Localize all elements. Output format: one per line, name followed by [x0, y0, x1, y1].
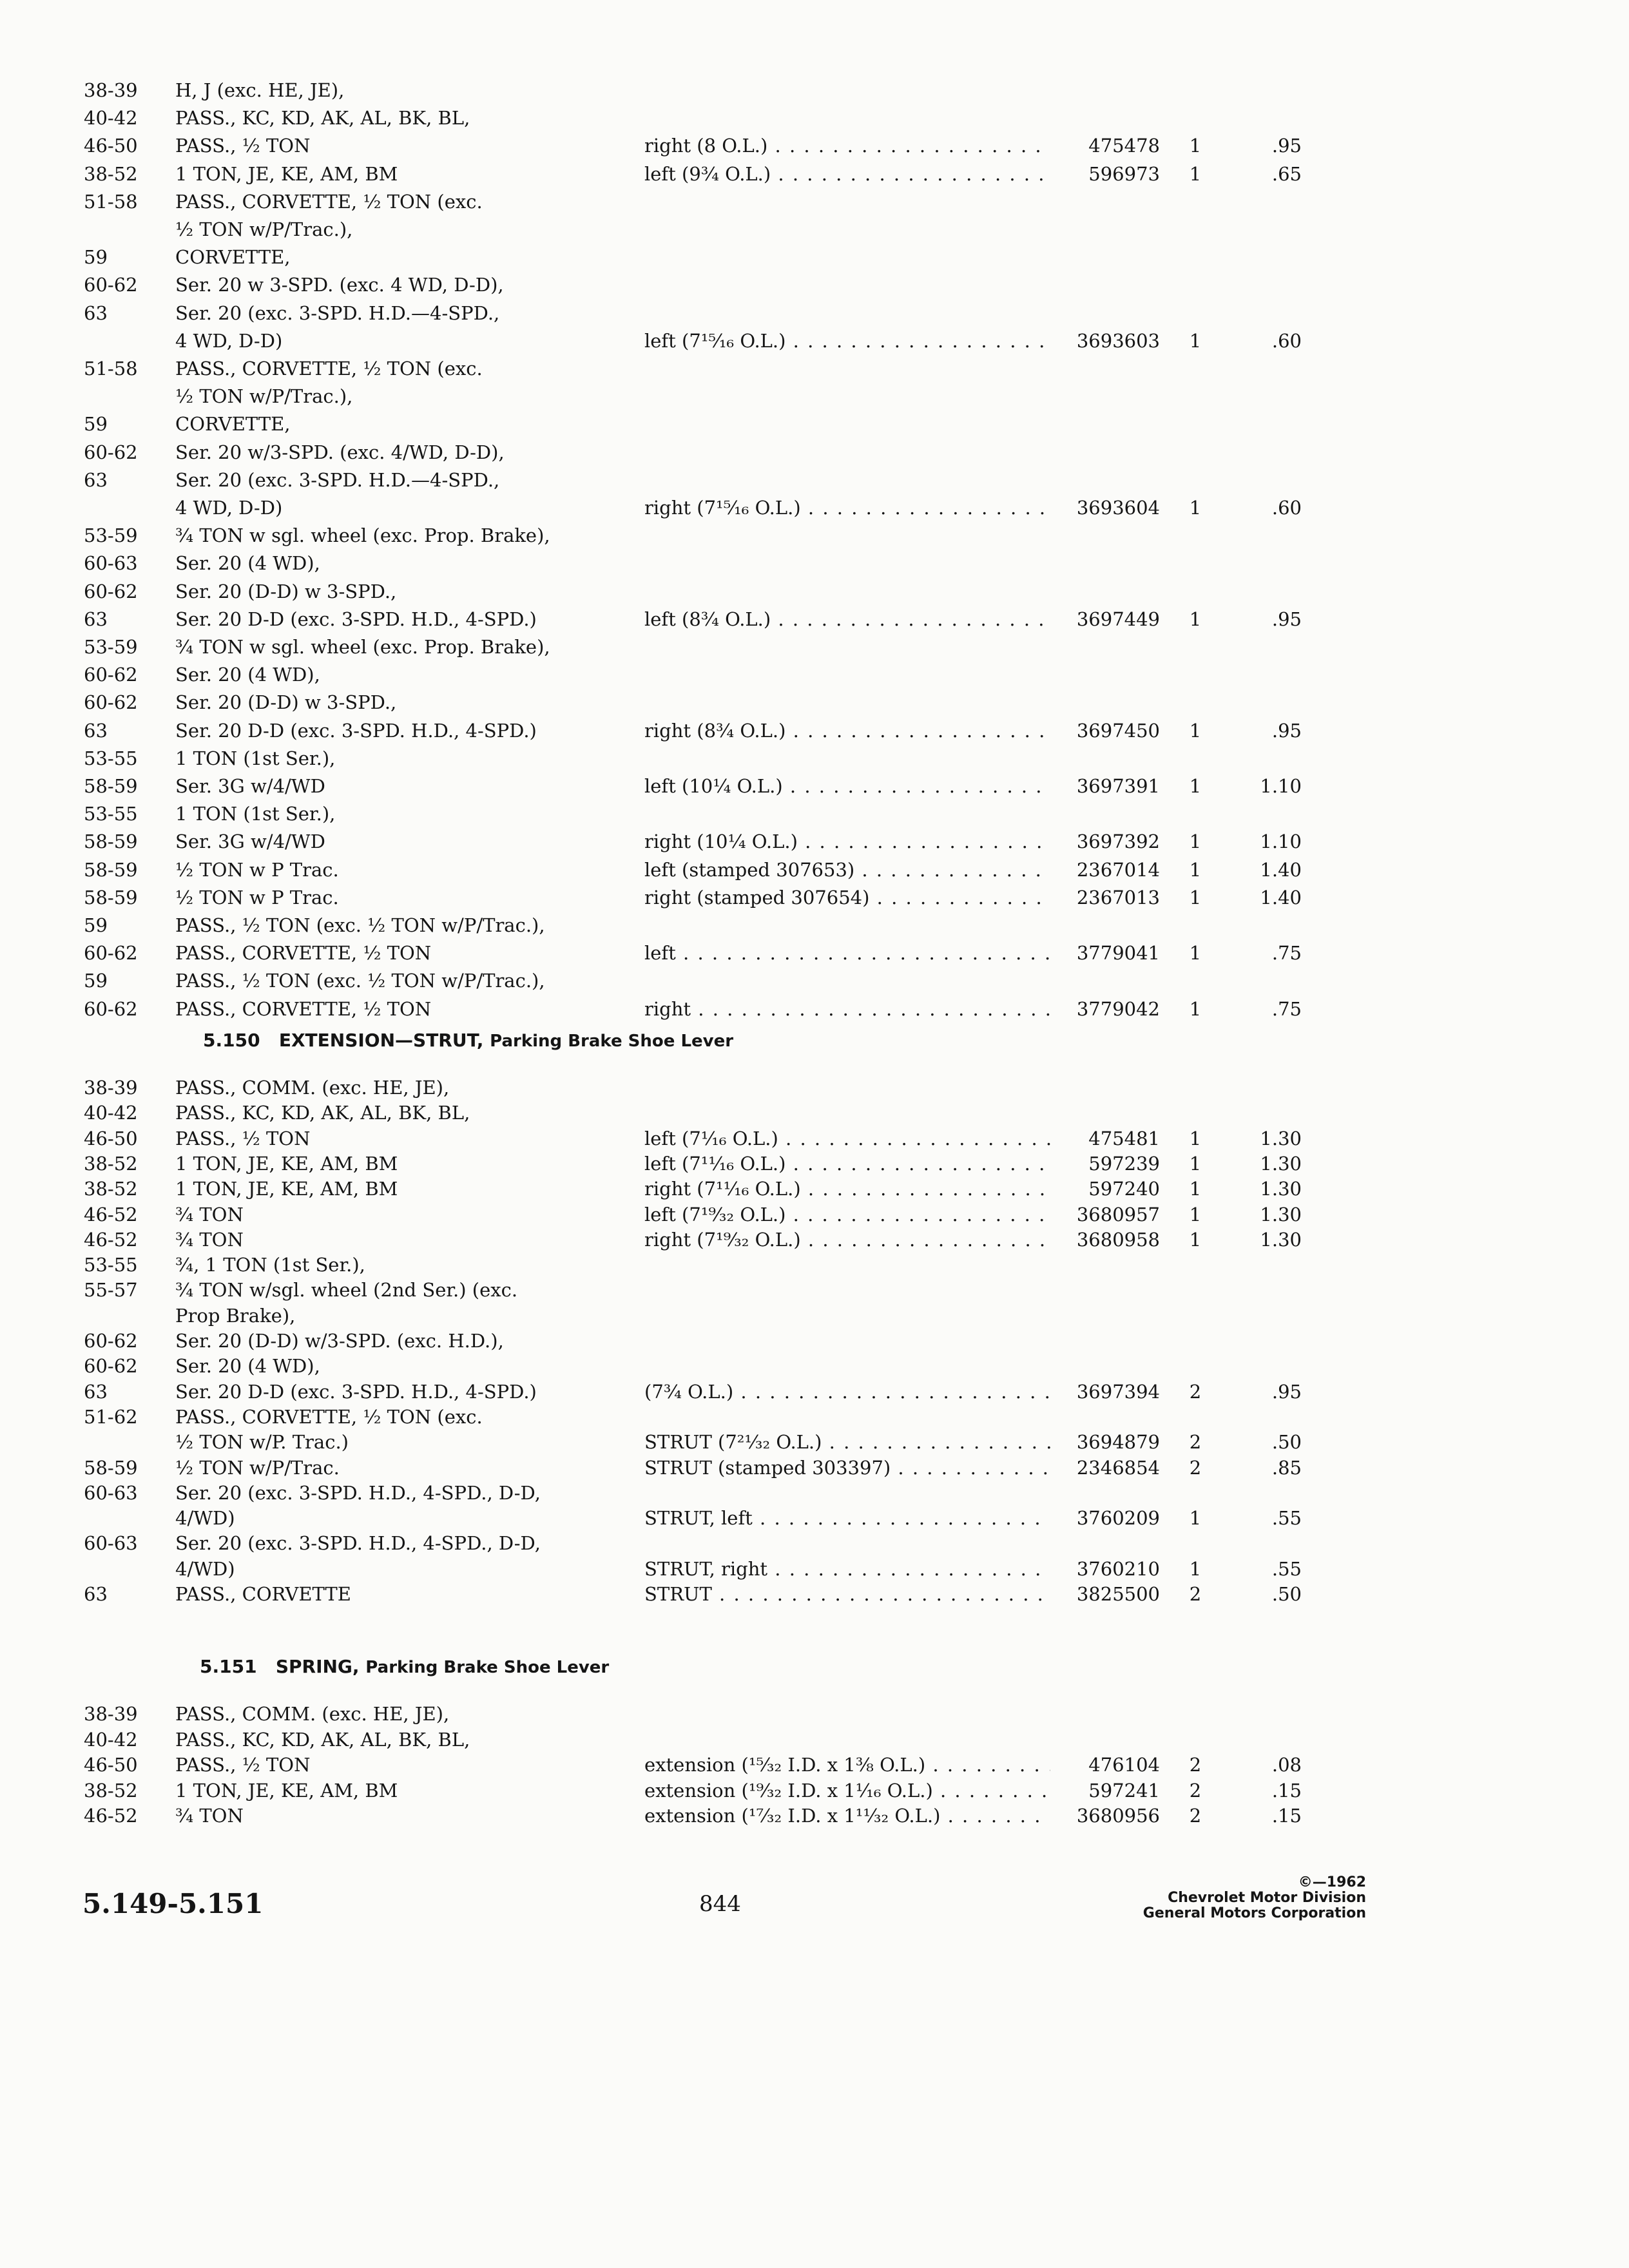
model-application: PASS., KC, KD, AK, AL, BK, BL,	[175, 107, 470, 130]
quantity: 2	[1189, 1431, 1202, 1454]
page-number: 844	[699, 1891, 741, 1917]
quantity: 1	[1189, 135, 1202, 157]
part-description: right (7¹⁵⁄₁₆ O.L.) . . .	[644, 495, 1050, 521]
price: .95	[1271, 608, 1302, 630]
model-application: PASS., ½ TON (exc. ½ TON w/P/Trac.),	[175, 970, 545, 992]
part-number: 3680957	[1076, 1203, 1160, 1225]
table-row	[0, 1556, 1482, 1582]
year-range: 38-52	[84, 1178, 138, 1200]
table-row	[0, 885, 1482, 910]
section-5-151-heading	[200, 1656, 609, 1677]
table-row	[0, 1727, 1482, 1753]
table-row	[0, 1252, 1482, 1278]
year-range: 58-59	[84, 775, 138, 797]
year-range: 53-55	[84, 1254, 138, 1276]
model-application: Ser. 20 (D-D) w 3-SPD.,	[175, 580, 397, 602]
model-application: 1 TON, JE, KE, AM, BM	[175, 162, 398, 185]
model-application: Ser. 20 (D-D) w 3-SPD.,	[175, 691, 397, 714]
year-range: 46-50	[84, 135, 138, 157]
part-description: left (7¹⁹⁄₃₂ O.L.) . . .	[644, 1202, 1050, 1227]
part-number: 3697450	[1076, 719, 1160, 742]
year-range: 59	[84, 413, 108, 436]
model-application: ½ TON w/P. Trac.)	[175, 1431, 349, 1454]
year-range: 58-59	[84, 858, 138, 881]
quantity: 2	[1189, 1583, 1202, 1605]
table-row	[0, 439, 1482, 465]
table-row	[0, 579, 1482, 604]
table-row	[0, 523, 1482, 548]
table-row	[0, 1404, 1482, 1430]
table-row	[0, 550, 1482, 576]
part-number: 476104	[1088, 1754, 1160, 1776]
year-range: 63	[84, 1583, 108, 1605]
table-row	[0, 411, 1482, 437]
section-number: 5.151	[200, 1656, 257, 1677]
part-number: 475481	[1088, 1127, 1160, 1149]
model-application: Ser. 3G w/4/WD	[175, 831, 325, 853]
model-application: 1 TON (1st Ser.),	[175, 747, 336, 769]
model-application: PASS., CORVETTE, ½ TON (exc.	[175, 358, 483, 380]
table-row	[0, 912, 1482, 938]
model-application: Ser. 20 D-D (exc. 3-SPD. H.D., 4-SPD.)	[175, 1380, 537, 1403]
part-description: STRUT (stamped 303397) . . .	[644, 1455, 1050, 1481]
table-row	[0, 689, 1482, 715]
model-application: ¾ TON	[175, 1203, 244, 1225]
part-number: 3694879	[1076, 1431, 1160, 1454]
year-range: 46-50	[84, 1754, 138, 1776]
table-row	[0, 662, 1482, 687]
year-range: 40-42	[84, 1728, 138, 1751]
quantity: 2	[1189, 1380, 1202, 1403]
part-number: 597240	[1088, 1178, 1160, 1200]
year-range: 51-58	[84, 358, 138, 380]
model-application: PASS., CORVETTE	[175, 1583, 351, 1605]
model-application: ¾, 1 TON (1st Ser.),	[175, 1254, 365, 1276]
price: 1.40	[1260, 858, 1302, 881]
price: .55	[1271, 1557, 1302, 1580]
model-application: ¾ TON	[175, 1805, 244, 1827]
price: .95	[1271, 719, 1302, 742]
year-range: 63	[84, 468, 108, 491]
year-range: 63	[84, 719, 108, 742]
section-range: 5.149-5.151	[82, 1888, 264, 1919]
table-row	[0, 1379, 1482, 1405]
table-row	[0, 1581, 1482, 1607]
part-number: 3697391	[1076, 775, 1160, 797]
price: .50	[1271, 1431, 1302, 1454]
part-number: 3825500	[1076, 1583, 1160, 1605]
price: 1.40	[1260, 886, 1302, 908]
price: 1.30	[1260, 1152, 1302, 1175]
part-number: 3693604	[1076, 497, 1160, 519]
quantity: 1	[1189, 608, 1202, 630]
table-row	[0, 1328, 1482, 1354]
section-title: EXTENSION—STRUT,	[278, 1030, 484, 1051]
quantity: 2	[1189, 1456, 1202, 1479]
year-range: 63	[84, 608, 108, 630]
part-description: left (7¹⁄₁₆ O.L.) . . .	[644, 1126, 1050, 1151]
table-row	[0, 1701, 1482, 1727]
model-application: ¾ TON	[175, 1228, 244, 1251]
year-range: 60-62	[84, 691, 138, 714]
year-range: 63	[84, 302, 108, 324]
table-row	[0, 1303, 1482, 1329]
section-subtitle: Parking Brake Shoe Lever	[365, 1658, 610, 1677]
part-number: 3697394	[1076, 1380, 1160, 1403]
part-number: 597239	[1088, 1152, 1160, 1175]
part-description: STRUT (7²¹⁄₃₂ O.L.) . . .	[644, 1429, 1050, 1455]
price: .55	[1271, 1507, 1302, 1530]
year-range: 46-52	[84, 1805, 138, 1827]
table-row	[0, 1455, 1482, 1481]
part-description: right (10¼ O.L.) . . .	[644, 829, 1050, 854]
model-application: 4 WD, D-D)	[175, 329, 283, 352]
price: .85	[1271, 1456, 1302, 1479]
model-application: PASS., COMM. (exc. HE, JE),	[175, 1703, 450, 1725]
table-row	[0, 216, 1482, 242]
year-range: 60-62	[84, 942, 138, 965]
year-range: 59	[84, 914, 108, 936]
part-number: 3760210	[1076, 1557, 1160, 1580]
publisher-corporation: General Motors Corporation	[1142, 1905, 1366, 1921]
price: .15	[1271, 1779, 1302, 1802]
year-range: 60-63	[84, 552, 138, 575]
quantity: 1	[1189, 1203, 1202, 1225]
part-description: left (7¹⁵⁄₁₆ O.L.) . . .	[644, 328, 1050, 354]
quantity: 1	[1189, 997, 1202, 1020]
section-5-150-heading	[203, 1030, 733, 1051]
table-row	[0, 634, 1482, 660]
year-range: 38-39	[84, 1077, 138, 1099]
part-description: left (10¼ O.L.) . . .	[644, 773, 1050, 799]
model-application: Ser. 20 (exc. 3-SPD. H.D., 4-SPD., D-D,	[175, 1481, 541, 1504]
table-row	[0, 857, 1482, 883]
part-description: STRUT . . .	[644, 1581, 1050, 1607]
year-range: 60-62	[84, 1355, 138, 1378]
year-range: 40-42	[84, 107, 138, 130]
table-row	[0, 968, 1482, 994]
quantity: 1	[1189, 942, 1202, 965]
price: 1.30	[1260, 1228, 1302, 1251]
year-range: 58-59	[84, 831, 138, 853]
model-application: 1 TON, JE, KE, AM, BM	[175, 1152, 398, 1175]
year-range: 51-58	[84, 190, 138, 213]
model-application: ¾ TON w sgl. wheel (exc. Prop. Brake),	[175, 636, 550, 658]
year-range: 53-59	[84, 524, 138, 547]
quantity: 1	[1189, 775, 1202, 797]
part-description: STRUT, left . . .	[644, 1505, 1050, 1531]
price: 1.30	[1260, 1178, 1302, 1200]
table-row	[0, 940, 1482, 966]
model-application: 4/WD)	[175, 1507, 235, 1530]
part-number: 475478	[1088, 135, 1160, 157]
part-description: left . . .	[644, 940, 1050, 966]
model-application: PASS., ½ TON (exc. ½ TON w/P/Trac.),	[175, 914, 545, 936]
table-row	[0, 1480, 1482, 1506]
price: 1.30	[1260, 1203, 1302, 1225]
table-row	[0, 1353, 1482, 1379]
table-row	[0, 1227, 1482, 1253]
year-range: 58-59	[84, 886, 138, 908]
year-range: 60-63	[84, 1532, 138, 1555]
table-row	[0, 356, 1482, 381]
model-application: Ser. 20 (exc. 3-SPD. H.D.—4-SPD.,	[175, 302, 500, 324]
model-application: Ser. 20 (exc. 3-SPD. H.D., 4-SPD., D-D,	[175, 1532, 541, 1555]
model-application: PASS., KC, KD, AK, AL, BK, BL,	[175, 1728, 470, 1751]
part-description: left (stamped 307653) . . .	[644, 857, 1050, 883]
quantity: 1	[1189, 162, 1202, 185]
model-application: ½ TON w P Trac.	[175, 886, 339, 908]
model-application: Ser. 20 (4 WD),	[175, 552, 320, 575]
table-row	[0, 328, 1482, 354]
table-row	[0, 495, 1482, 521]
table-row	[0, 1151, 1482, 1177]
year-range: 60-62	[84, 274, 138, 296]
year-range: 38-39	[84, 79, 138, 101]
model-application: Ser. 20 (D-D) w/3-SPD. (exc. H.D.),	[175, 1330, 504, 1352]
price: .65	[1271, 162, 1302, 185]
year-range: 46-52	[84, 1228, 138, 1251]
part-description: (7¾ O.L.) . . .	[644, 1379, 1050, 1405]
table-row	[0, 801, 1482, 827]
table-row	[0, 1752, 1482, 1778]
year-range: 60-62	[84, 664, 138, 686]
part-number: 3680956	[1076, 1805, 1160, 1827]
model-application: 4 WD, D-D)	[175, 497, 283, 519]
part-number: 2367013	[1076, 886, 1160, 908]
year-range: 51-62	[84, 1405, 138, 1428]
copyright-block	[1095, 1875, 1366, 1921]
year-range: 59	[84, 970, 108, 992]
table-row	[0, 1100, 1482, 1126]
year-range: 58-59	[84, 1456, 138, 1479]
model-application: Ser. 20 (4 WD),	[175, 664, 320, 686]
model-application: PASS., ½ TON	[175, 1754, 311, 1776]
year-range: 60-62	[84, 580, 138, 602]
model-application: H, J (exc. HE, JE),	[175, 79, 345, 101]
part-description: right (8¾ O.L.) . . .	[644, 718, 1050, 744]
table-row	[0, 773, 1482, 799]
price: 1.10	[1260, 775, 1302, 797]
model-application: Ser. 20 D-D (exc. 3-SPD. H.D., 4-SPD.)	[175, 608, 537, 630]
quantity: 1	[1189, 858, 1202, 881]
table-row	[0, 1429, 1482, 1455]
model-application: CORVETTE,	[175, 246, 291, 269]
model-application: 1 TON, JE, KE, AM, BM	[175, 1178, 398, 1200]
quantity: 1	[1189, 329, 1202, 352]
year-range: 46-50	[84, 1127, 138, 1149]
price: .75	[1271, 942, 1302, 965]
price: .50	[1271, 1583, 1302, 1605]
year-range: 55-57	[84, 1279, 138, 1302]
part-description: right (7¹¹⁄₁₆ O.L.) . . .	[644, 1176, 1050, 1202]
year-range: 63	[84, 1380, 108, 1403]
quantity: 1	[1189, 1557, 1202, 1580]
price: .15	[1271, 1805, 1302, 1827]
model-application: Ser. 20 (exc. 3-SPD. H.D.—4-SPD.,	[175, 468, 500, 491]
table-row	[0, 745, 1482, 771]
table-row	[0, 161, 1482, 187]
model-application: ¾ TON w/sgl. wheel (2nd Ser.) (exc.	[175, 1279, 518, 1302]
model-application: PASS., ½ TON	[175, 135, 311, 157]
price: .75	[1271, 997, 1302, 1020]
year-range: 38-52	[84, 162, 138, 185]
model-application: 4/WD)	[175, 1557, 235, 1580]
quantity: 1	[1189, 1152, 1202, 1175]
quantity: 1	[1189, 831, 1202, 853]
quantity: 1	[1189, 1228, 1202, 1251]
model-application: Ser. 20 (4 WD),	[175, 1355, 320, 1378]
table-row	[0, 829, 1482, 854]
model-application: Prop Brake),	[175, 1304, 296, 1327]
table-row	[0, 1803, 1482, 1829]
model-application: PASS., COMM. (exc. HE, JE),	[175, 1077, 450, 1099]
part-description: left (9¾ O.L.) . . .	[644, 161, 1050, 187]
table-row	[0, 244, 1482, 270]
table-row	[0, 467, 1482, 493]
table-row	[0, 718, 1482, 744]
table-row	[0, 1530, 1482, 1556]
year-range: 53-55	[84, 803, 138, 825]
year-range: 40-42	[84, 1102, 138, 1124]
table-row	[0, 1075, 1482, 1100]
year-range: 38-39	[84, 1703, 138, 1725]
model-application: PASS., CORVETTE, ½ TON	[175, 997, 432, 1020]
part-number: 2367014	[1076, 858, 1160, 881]
price: .60	[1271, 497, 1302, 519]
model-application: ½ TON w/P/Trac.	[175, 1456, 340, 1479]
part-number: 3680958	[1076, 1228, 1160, 1251]
year-range: 53-55	[84, 747, 138, 769]
part-number: 597241	[1088, 1779, 1160, 1802]
part-description: extension (¹⁷⁄₃₂ I.D. x 1¹¹⁄₃₂ O.L.) . . .	[644, 1803, 1050, 1829]
table-row	[0, 1176, 1482, 1202]
part-number: 3697392	[1076, 831, 1160, 853]
model-application: ½ TON w P Trac.	[175, 858, 339, 881]
price: 1.10	[1260, 831, 1302, 853]
year-range: 59	[84, 246, 108, 269]
year-range: 38-52	[84, 1152, 138, 1175]
part-description: extension (¹⁹⁄₃₂ I.D. x 1⅟₁₆ O.L.) . . .	[644, 1778, 1050, 1803]
year-range: 60-62	[84, 997, 138, 1020]
quantity: 1	[1189, 497, 1202, 519]
part-number: 3697449	[1076, 608, 1160, 630]
part-number: 2346854	[1076, 1456, 1160, 1479]
price: .95	[1271, 1380, 1302, 1403]
part-number: 3693603	[1076, 329, 1160, 352]
section-title: SPRING,	[275, 1656, 360, 1677]
price: .95	[1271, 135, 1302, 157]
model-application: PASS., CORVETTE, ½ TON (exc.	[175, 1405, 483, 1428]
quantity: 2	[1189, 1805, 1202, 1827]
year-range: 60-62	[84, 441, 138, 463]
year-range: 38-52	[84, 1779, 138, 1802]
price: .60	[1271, 329, 1302, 352]
part-description: right (7¹⁹⁄₃₂ O.L.) . . .	[644, 1227, 1050, 1253]
model-application: 1 TON (1st Ser.),	[175, 803, 336, 825]
part-description: STRUT, right . . .	[644, 1556, 1050, 1582]
part-description: right . . .	[644, 996, 1050, 1022]
table-row	[0, 1202, 1482, 1227]
quantity: 1	[1189, 1178, 1202, 1200]
part-description: right (8 O.L.) . . .	[644, 133, 1050, 159]
table-row	[0, 1126, 1482, 1151]
table-row	[0, 996, 1482, 1022]
model-application: Ser. 3G w/4/WD	[175, 775, 325, 797]
model-application: ¾ TON w sgl. wheel (exc. Prop. Brake),	[175, 524, 550, 547]
part-description: extension (¹⁵⁄₃₂ I.D. x 1⅜ O.L.) . . .	[644, 1752, 1050, 1778]
part-number: 596973	[1088, 162, 1160, 185]
quantity: 2	[1189, 1779, 1202, 1802]
table-row	[0, 1505, 1482, 1531]
price: 1.30	[1260, 1127, 1302, 1149]
model-application: PASS., CORVETTE, ½ TON	[175, 942, 432, 965]
section-subtitle: Parking Brake Shoe Lever	[490, 1032, 734, 1051]
part-description: right (stamped 307654) . . .	[644, 885, 1050, 910]
quantity: 1	[1189, 886, 1202, 908]
copyright-year: ©—1962	[1298, 1874, 1366, 1890]
quantity: 1	[1189, 1127, 1202, 1149]
model-application: ½ TON w/P/Trac.),	[175, 385, 353, 408]
model-application: CORVETTE,	[175, 413, 291, 436]
model-application: 1 TON, JE, KE, AM, BM	[175, 1779, 398, 1802]
model-application: Ser. 20 w/3-SPD. (exc. 4/WD, D-D),	[175, 441, 505, 463]
table-row	[0, 606, 1482, 632]
quantity: 1	[1189, 719, 1202, 742]
year-range: 53-59	[84, 636, 138, 658]
model-application: PASS., CORVETTE, ½ TON (exc.	[175, 190, 483, 213]
table-row	[0, 383, 1482, 409]
part-number: 3779041	[1076, 942, 1160, 965]
table-row	[0, 1778, 1482, 1803]
part-description: left (8¾ O.L.) . . .	[644, 606, 1050, 632]
year-range: 46-52	[84, 1203, 138, 1225]
table-row	[0, 272, 1482, 298]
table-row	[0, 1277, 1482, 1303]
table-row	[0, 77, 1482, 103]
publisher-division: Chevrolet Motor Division	[1168, 1890, 1366, 1906]
table-row	[0, 133, 1482, 159]
model-application: Ser. 20 D-D (exc. 3-SPD. H.D., 4-SPD.)	[175, 719, 537, 742]
quantity: 1	[1189, 1507, 1202, 1530]
table-row	[0, 105, 1482, 131]
price: .08	[1271, 1754, 1302, 1776]
part-number: 3760209	[1076, 1507, 1160, 1530]
table-row	[0, 300, 1482, 326]
quantity: 2	[1189, 1754, 1202, 1776]
year-range: 60-63	[84, 1481, 138, 1504]
model-application: Ser. 20 w 3-SPD. (exc. 4 WD, D-D),	[175, 274, 504, 296]
table-row	[0, 189, 1482, 215]
year-range: 60-62	[84, 1330, 138, 1352]
section-number: 5.150	[203, 1030, 260, 1051]
part-number: 3779042	[1076, 997, 1160, 1020]
model-application: PASS., KC, KD, AK, AL, BK, BL,	[175, 1102, 470, 1124]
model-application: ½ TON w/P/Trac.),	[175, 218, 353, 240]
part-description: left (7¹¹⁄₁₆ O.L.) . . .	[644, 1151, 1050, 1177]
model-application: PASS., ½ TON	[175, 1127, 311, 1149]
